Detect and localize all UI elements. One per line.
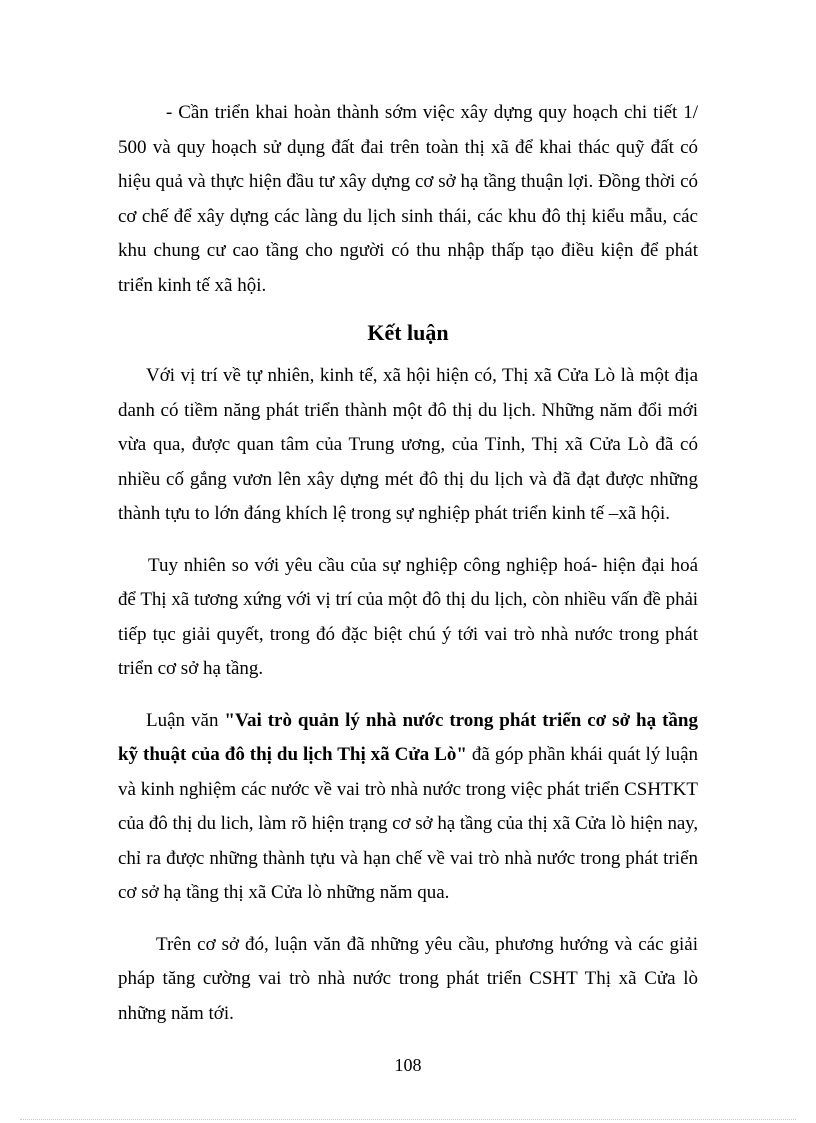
page-content	[118, 96, 698, 1031]
paragraph-proposed-solutions	[118, 928, 698, 1032]
paragraph-thesis-contribution	[118, 704, 698, 911]
text-line: chỉ ra được những thành tựu và hạn chế về vai trò nhà nước trong phát triển	[118, 847, 698, 869]
text-line: Với vị trí về tự nhiên, kinh tế, xã hội hiện có, Thị xã Cửa Lò là một địa	[146, 365, 698, 386]
text-line: - Cần triển khai hoàn thành sớm việc xây dựng quy hoạch chi tiết 1/	[166, 102, 698, 123]
text-line	[118, 704, 698, 739]
text-line: pháp tăng cường vai trò nhà nước trong phát triển CSHT Thị xã Cửa lò	[118, 968, 698, 989]
text-line: 500 và quy hoạch sử dụng đất đai trên toàn thị xã để khai thác quỹ đất có	[118, 136, 698, 158]
text-line: hiệu quả và thực hiện đầu tư xây dựng cơ sở hạ tầng thuận lợi. Đồng thời có	[118, 171, 698, 192]
text-line: triển cơ sở hạ tầng.	[118, 658, 264, 679]
text-line: Trên cơ sở đó, luận văn đã những yêu cầu, phương hướng và các giải	[156, 933, 698, 955]
thesis-after-title: đã góp phần khái quát lý luận	[466, 744, 699, 765]
thesis-intro: Luận văn	[146, 709, 225, 731]
text-line: cơ chế để xây dựng các làng du lịch sinh thái, các khu đô thị kiểu mẫu, các	[118, 205, 698, 227]
paragraph-conclusion-intro	[118, 359, 698, 532]
text-line: Tuy nhiên so với yêu cầu của sự nghiệp công nghiệp hoá- hiện đại hoá	[148, 554, 698, 576]
paragraph-infrastructure-planning	[118, 96, 698, 303]
text-line: nhiều cố gắng vươn lên xây dựng mét đô thị du lịch và đã đạt được những	[118, 468, 698, 490]
text-line: để Thị xã tương xứng với vị trí của một đô thị du lịch, còn nhiều vấn đề phải	[118, 589, 698, 610]
text-line: triển kinh tế xã hội.	[118, 274, 267, 296]
text-line: tiếp tục giải quyết, trong đó đặc biệt chú ý tới vai trò nhà nước trong phát	[118, 623, 698, 645]
text-line	[118, 738, 698, 773]
text-line: danh có tiềm năng phát triển thành một đô thị du lịch. Những năm đổi mới	[118, 399, 698, 421]
thesis-title-part-2: kỹ thuật của đô thị du lịch Thị xã Cửa Lò"	[118, 744, 467, 765]
text-line: cơ sở hạ tầng thị xã Cửa lò những năm qua.	[118, 882, 450, 903]
paragraph-remaining-issues	[118, 549, 698, 687]
text-line: vừa qua, được quan tâm của Trung ương, của Tỉnh, Thị xã Cửa Lò đã có	[118, 434, 698, 455]
text-line: những năm tới.	[118, 1002, 234, 1024]
section-heading-conclusion: Kết luận	[367, 320, 449, 345]
bottom-divider	[20, 1119, 796, 1120]
text-line: của đô thị du lich, làm rõ hiện trạng cơ sở hạ tầng của thị xã Cửa lò hiện nay,	[118, 813, 698, 834]
text-line: thành tựu to lớn đáng khích lệ trong sự nghiệp phát triển kinh tế –xã hội.	[118, 503, 670, 524]
page-number: 108	[394, 1055, 422, 1075]
text-line: và kinh nghiệm các nước về vai trò nhà nước trong việc phát triển CSHTKT	[118, 778, 698, 800]
thesis-title-part-1: "Vai trò quản lý nhà nước trong phát triển cơ sở hạ tầng	[224, 709, 698, 731]
text-line: khu chung cư cao tầng cho người có thu nhập thấp tạo điều kiện để phát	[118, 240, 698, 261]
